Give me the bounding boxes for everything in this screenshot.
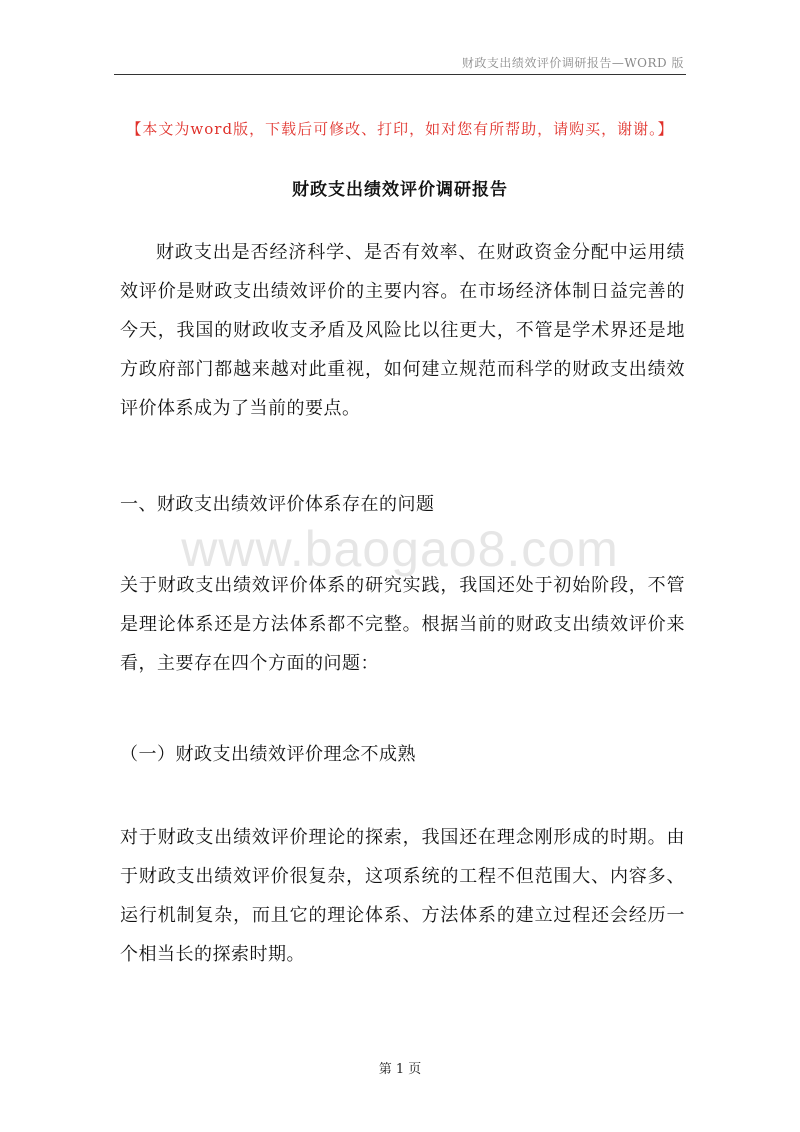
page-header: 财政支出绩效评价调研报告—WORD 版 xyxy=(461,56,684,70)
subsection-1-paragraph: 对于财政支出绩效评价理论的探索，我国还在理念刚形成的时期。由于财政支出绩效评价很复杂，这项系统的工程不但范围大、内容多、运行机制复杂，而且它的理论体系、方法体系的建立过程还会经历一个相当长的探索时期。 xyxy=(120,827,685,965)
header-divider xyxy=(114,74,686,75)
intro-paragraph: 财政支出是否经济科学、是否有效率、在财政资金分配中运用绩效评价是财政支出绩效评价的主要内容。在市场经济体制日益完善的今天，我国的财政收支矛盾及风险比以往更大，不管是学术界还是地方政府部门都越来越对此重视，如何建立规范而科学的财政支出绩效评价体系成为了当前的要点。 xyxy=(120,242,685,419)
subsection-heading-1: （一）财政支出绩效评价理念不成熟 xyxy=(120,744,416,765)
purchase-notice: 【本文为word版，下载后可修改、打印，如对您有所帮助，请购买，谢谢。】 xyxy=(126,120,674,138)
page-number: 第 1 页 xyxy=(378,1062,422,1077)
document-title: 财政支出绩效评价调研报告 xyxy=(292,180,508,200)
site-watermark: www.baogao8.com xyxy=(181,521,619,577)
section-1-paragraph: 关于财政支出绩效评价体系的研究实践，我国还处于初始阶段，不管是理论体系还是方法体系都不完整。根据当前的财政支出绩效评价来看，主要存在四个方面的问题： xyxy=(120,575,685,674)
section-heading-1: 一、财政支出绩效评价体系存在的问题 xyxy=(120,494,435,515)
